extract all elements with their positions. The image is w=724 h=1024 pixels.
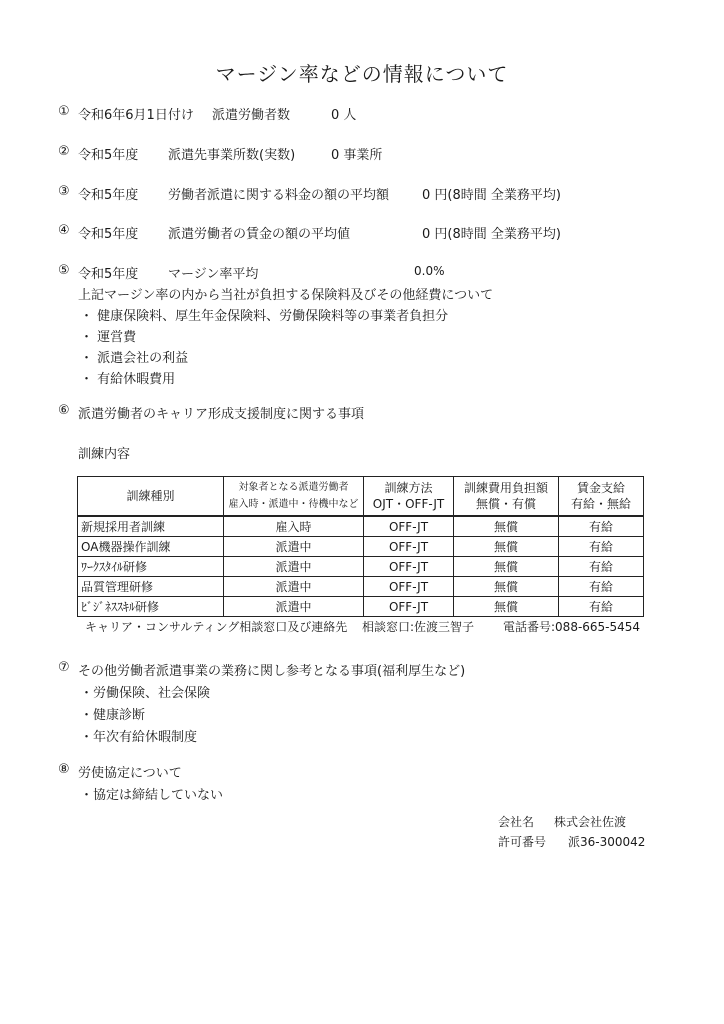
item-5-label: マージン率平均 <box>168 267 259 282</box>
permit-number: 派36-300042 <box>568 835 646 849</box>
cell-method: OFF-JT <box>364 577 454 597</box>
item-1-year: 令和6年6月1日付け <box>78 108 194 123</box>
cell-training-type: ﾋﾞｼﾞﾈｽｽｷﾙ研修 <box>78 597 224 617</box>
section-8-number: ⑧ <box>58 762 70 777</box>
section-8-bullet: ・協定は締結していない <box>80 788 224 803</box>
career-contact-phone: 電話番号:088-665-5454 <box>503 620 641 634</box>
item-3-number: ③ <box>58 184 70 199</box>
table-header-row <box>78 477 644 517</box>
table-row <box>78 537 644 557</box>
cell-training-type: OA機器操作訓練 <box>78 537 224 557</box>
section-7-heading: その他労働者派遣事業の業務に関し参考となる事項(福利厚生など) <box>78 664 466 679</box>
cell-wage: 有給 <box>559 537 644 557</box>
item-2-value: 0 事業所 <box>331 148 383 163</box>
cell-training-type: 品質管理研修 <box>78 577 224 597</box>
item-2-number: ② <box>58 144 70 159</box>
section-6-number: ⑥ <box>58 403 70 418</box>
career-contact-label: キャリア・コンサルティング相談窓口及び連絡先 <box>85 620 348 634</box>
table-row <box>78 597 644 617</box>
cell-target: 派遣中 <box>224 597 364 617</box>
item-2-year: 令和5年度 <box>78 148 139 163</box>
cell-cost: 無償 <box>454 557 559 577</box>
margin-bullet: ・ 健康保険料、厚生年金保険料、労働保険料等の事業者負担分 <box>80 309 449 324</box>
item-4-value: 0 円(8時間 全業務平均) <box>422 227 561 242</box>
item-3-label: 労働者派遣に関する料金の額の平均額 <box>168 188 390 203</box>
section-7-bullet: ・労働保険、社会保険 <box>80 686 211 701</box>
item-5-number: ⑤ <box>58 263 70 278</box>
training-table <box>77 476 644 617</box>
item-3-year: 令和5年度 <box>78 188 139 203</box>
cell-cost: 無償 <box>454 516 559 537</box>
margin-bullet: ・ 派遣会社の利益 <box>80 351 189 366</box>
cell-cost: 無償 <box>454 537 559 557</box>
cell-wage: 有給 <box>559 516 644 537</box>
item-1-number: ① <box>58 104 70 119</box>
section-6-heading: 派遣労働者のキャリア形成支援制度に関する事項 <box>78 407 365 422</box>
item-4-number: ④ <box>58 223 70 238</box>
header-wage: 賃金支給 有給・無給 <box>559 477 644 517</box>
cell-method: OFF-JT <box>364 537 454 557</box>
table-row <box>78 557 644 577</box>
cell-cost: 無償 <box>454 597 559 617</box>
margin-bullet: ・ 運営費 <box>80 330 137 345</box>
item-1-label: 派遣労働者数 <box>212 108 291 123</box>
item-4-year: 令和5年度 <box>78 227 139 242</box>
cell-wage: 有給 <box>559 577 644 597</box>
cell-method: OFF-JT <box>364 597 454 617</box>
section-7-number: ⑦ <box>58 660 70 675</box>
item-3-value: 0 円(8時間 全業務平均) <box>422 188 561 203</box>
table-row <box>78 577 644 597</box>
company-name-label: 会社名 <box>498 815 535 829</box>
career-contact-person: 相談窓口:佐渡三智子 <box>362 620 475 634</box>
header-method: 訓練方法 OJT・OFF-JT <box>364 477 454 517</box>
cell-method: OFF-JT <box>364 557 454 577</box>
cell-target: 派遣中 <box>224 537 364 557</box>
company-name: 株式会社佐渡 <box>554 815 627 829</box>
table-row <box>78 516 644 537</box>
cell-cost: 無償 <box>454 577 559 597</box>
cell-method: OFF-JT <box>364 516 454 537</box>
section-7-bullet: ・年次有給休暇制度 <box>80 730 198 745</box>
item-5-year: 令和5年度 <box>78 267 139 282</box>
cell-training-type: 新規採用者訓練 <box>78 516 224 537</box>
margin-note: 上記マージン率の内から当社が負担する保険料及びその他経費について <box>78 288 494 303</box>
page-title: マージン率などの情報について <box>215 62 509 86</box>
cell-training-type: ﾜｰｸｽﾀｲﾙ研修 <box>78 557 224 577</box>
cell-target: 派遣中 <box>224 557 364 577</box>
item-5-value: 0.0% <box>414 264 445 278</box>
header-training-type: 訓練種別 <box>78 477 224 517</box>
cell-wage: 有給 <box>559 597 644 617</box>
item-1-value: 0 人 <box>331 108 357 123</box>
training-label: 訓練内容 <box>78 447 131 462</box>
cell-target: 派遣中 <box>224 577 364 597</box>
margin-bullet: ・ 有給休暇費用 <box>80 372 176 387</box>
header-target: 対象者となる派遣労働者 雇入時・派遣中・待機中など <box>224 477 364 517</box>
item-2-label: 派遣先事業所数(実数) <box>168 148 296 163</box>
item-4-label: 派遣労働者の賃金の額の平均値 <box>168 227 351 242</box>
header-cost: 訓練費用負担額 無償・有償 <box>454 477 559 517</box>
section-8-heading: 労使協定について <box>78 766 182 781</box>
section-7-bullet: ・健康診断 <box>80 708 146 723</box>
cell-wage: 有給 <box>559 557 644 577</box>
cell-target: 雇入時 <box>224 516 364 537</box>
permit-label: 許可番号 <box>498 835 547 849</box>
